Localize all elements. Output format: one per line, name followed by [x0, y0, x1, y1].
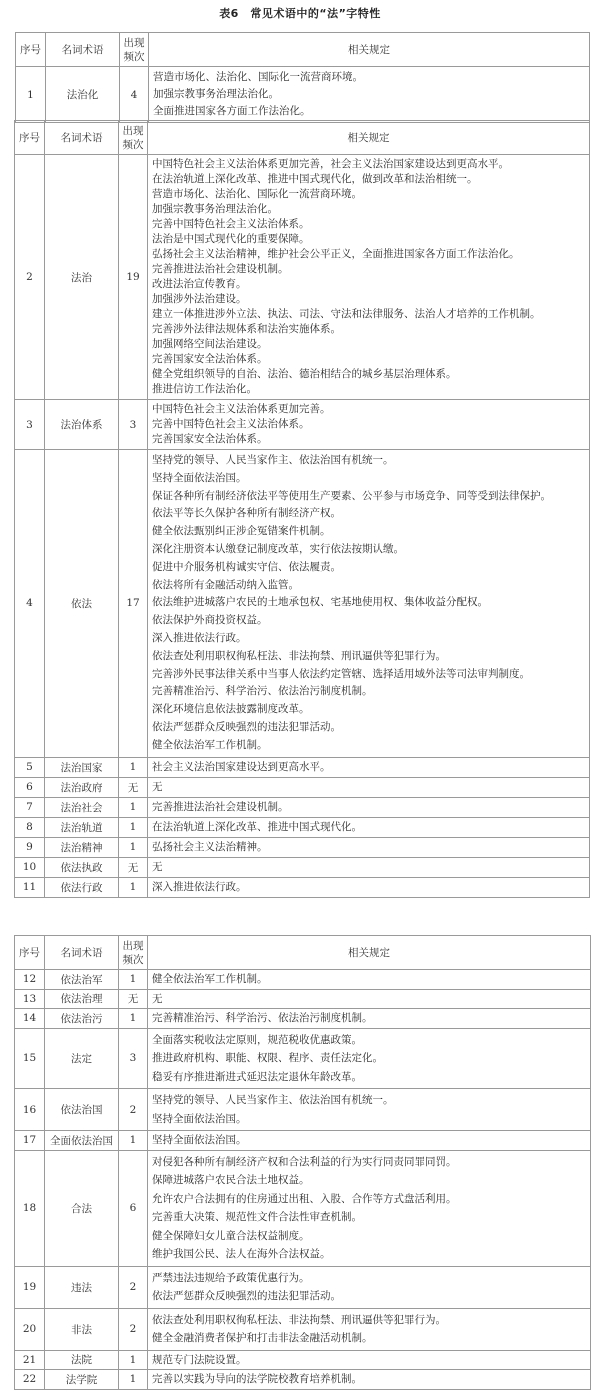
rule-line: 中国特色社会主义法治体系更加完善。	[152, 403, 331, 415]
frequency: 1	[119, 757, 148, 777]
term-name: 法定	[45, 1028, 119, 1089]
rule-line: 依法平等长久保护各种所有制经济产权。	[152, 507, 341, 520]
term-name: 法院	[45, 1350, 119, 1370]
table-row	[15, 1028, 591, 1089]
frequency: 无	[119, 777, 148, 797]
row-number: 2	[15, 155, 45, 400]
related-rules	[149, 67, 590, 123]
rule-line: 完善精准治污、科学治污、依法治污制度机制。	[152, 1012, 373, 1024]
rule-line: 无	[152, 780, 163, 793]
rule-line: 完善中国特色社会主义法治体系。	[152, 418, 310, 430]
rule-line: 依法保护外商投资权益。	[152, 614, 268, 627]
related-rules	[148, 1131, 591, 1151]
frequency: 2	[119, 1266, 148, 1308]
related-rules	[148, 1028, 591, 1089]
rule-line: 对侵犯各种所有制经济产权和合法利益的行为实行同责同罪同罚。	[152, 1155, 457, 1168]
rule-line: 在法治轨道上深化改革、推进中国式现代化，做到改革和法治相统一。	[152, 173, 478, 185]
table-row	[15, 777, 590, 797]
frequency: 无	[119, 989, 148, 1009]
row-number: 16	[15, 1089, 45, 1131]
related-rules	[148, 1266, 591, 1308]
rule-line: 推进政府机构、职能、权限、程序、责任法定化。	[152, 1052, 383, 1064]
term-name: 合法	[45, 1150, 119, 1266]
table-row	[15, 1150, 591, 1266]
rule-line: 中国特色社会主义法治体系更加完善，社会主义法治国家建设达到更高水平。	[152, 158, 509, 170]
term-name: 依法治军	[45, 970, 119, 990]
related-rules	[148, 1308, 591, 1350]
row-number: 10	[15, 857, 45, 877]
rule-line: 深入推进依法行政。	[152, 631, 247, 644]
row-number: 22	[15, 1370, 45, 1390]
header-term: 名词术语	[45, 121, 119, 155]
term-name: 违法	[45, 1266, 119, 1308]
rule-line: 健全依法甄别纠正涉企冤错案件机制。	[152, 525, 331, 538]
rule-line: 维护我国公民、法人在海外合法权益。	[152, 1248, 331, 1260]
table-row	[15, 877, 590, 897]
related-rules	[148, 757, 590, 777]
related-rules	[148, 777, 590, 797]
table-block-1	[15, 32, 590, 123]
frequency: 3	[119, 400, 148, 450]
term-name: 法治社会	[45, 797, 119, 817]
frequency: 2	[119, 1089, 148, 1131]
rule-line: 坚持党的领导、人民当家作主、依法治国有机统一。	[152, 454, 394, 466]
row-number: 21	[15, 1350, 45, 1370]
row-number: 14	[15, 1009, 45, 1029]
related-rules	[148, 797, 590, 817]
frequency: 19	[119, 155, 148, 400]
frequency: 3	[119, 1028, 148, 1089]
table-block-3	[14, 935, 591, 1390]
frequency: 1	[119, 1350, 148, 1370]
frequency: 1	[119, 837, 148, 857]
rule-line: 依法严惩群众反映强烈的违法犯罪活动。	[152, 1290, 341, 1302]
row-number: 12	[15, 970, 45, 990]
table-row	[15, 400, 590, 450]
rule-line: 无	[152, 860, 163, 873]
frequency: 1	[119, 817, 148, 837]
table-row	[15, 1009, 591, 1029]
rule-line: 无	[152, 992, 163, 1005]
table-row	[15, 450, 590, 758]
related-rules	[148, 1009, 591, 1029]
row-number: 13	[15, 989, 45, 1009]
term-name: 法治国家	[45, 757, 119, 777]
row-number: 3	[15, 400, 45, 450]
table-row	[15, 1131, 591, 1151]
table-row	[15, 1089, 591, 1131]
row-number: 17	[15, 1131, 45, 1151]
rule-line: 允许农户合法拥有的住房通过出租、入股、合作等方式盘活利用。	[152, 1192, 457, 1205]
row-number: 5	[15, 757, 45, 777]
rule-line: 深化环境信息依法披露制度改革。	[152, 703, 310, 716]
rule-line: 完善涉外法律法规体系和法治实施体系。	[152, 323, 341, 335]
term-name: 非法	[45, 1308, 119, 1350]
header-rules: 相关规定	[148, 121, 590, 155]
related-rules	[148, 1089, 591, 1131]
row-number: 9	[15, 837, 45, 857]
row-number: 11	[15, 877, 45, 897]
rule-line: 弘扬社会主义法治精神，维护社会公平正义，全面推进国家各方面工作法治化。	[152, 248, 520, 260]
header-no: 序号	[15, 121, 45, 155]
related-rules	[148, 400, 590, 450]
rule-line: 完善涉外民事法律关系中当事人依法约定管辖、选择适用域外法等司法审判制度。	[152, 667, 530, 680]
term-name: 法学院	[45, 1370, 119, 1390]
rule-line: 完善国家安全法治体系。	[152, 353, 268, 365]
related-rules	[148, 817, 590, 837]
term-name: 依法执政	[45, 857, 119, 877]
rule-line: 在法治轨道上深化改革、推进中国式现代化。	[152, 820, 362, 833]
header-freq-line: 出现	[122, 124, 144, 137]
row-number: 6	[15, 777, 45, 797]
row-number: 19	[15, 1266, 45, 1308]
table-row	[15, 155, 590, 400]
rule-line: 完善中国特色社会主义法治体系。	[152, 218, 310, 230]
table-row	[16, 67, 590, 123]
rule-line: 加强涉外法治建设。	[152, 293, 247, 305]
rule-line: 深入推进依法行政。	[152, 880, 247, 893]
related-rules	[148, 1150, 591, 1266]
header-rules: 相关规定	[149, 33, 590, 67]
rule-line: 完善重大决策、规范性文件合法性审查机制。	[152, 1211, 362, 1223]
related-rules	[148, 877, 590, 897]
rule-line: 完善推进法治社会建设机制。	[152, 263, 289, 275]
row-number: 7	[15, 797, 45, 817]
rule-line: 坚持全面依法治国。	[152, 1134, 247, 1146]
related-rules	[148, 970, 591, 990]
row-number: 18	[15, 1150, 45, 1266]
rule-line: 改进法治宣传教育。	[152, 278, 247, 290]
header-freq	[120, 33, 149, 67]
table-body	[15, 155, 590, 898]
term-name: 法治体系	[45, 400, 119, 450]
rule-line: 坚持全面依法治国。	[152, 1112, 247, 1125]
frequency: 无	[119, 857, 148, 877]
table-block-2	[14, 120, 590, 898]
term-name: 依法治理	[45, 989, 119, 1009]
frequency: 1	[119, 1370, 148, 1390]
related-rules	[148, 857, 590, 877]
table-body	[16, 67, 590, 123]
rule-line: 完善精准治污、科学治污、依法治污制度机制。	[152, 685, 373, 698]
header-term: 名词术语	[45, 936, 119, 970]
table-row	[15, 1266, 591, 1308]
frequency: 1	[119, 1009, 148, 1029]
rule-line: 依法严惩群众反映强烈的违法犯罪活动。	[152, 720, 341, 733]
rule-line: 全面推进国家各方面工作法治化。	[153, 105, 311, 117]
table-body	[15, 970, 591, 1390]
rule-line: 加强网络空间法治建设。	[152, 338, 268, 350]
frequency: 1	[119, 970, 148, 990]
table-row	[15, 857, 590, 877]
table-row	[15, 837, 590, 857]
rule-line: 加强宗教事务治理法治化。	[152, 203, 278, 215]
header-no: 序号	[16, 33, 46, 67]
header-row	[15, 936, 591, 970]
table-row	[15, 1370, 591, 1390]
rule-line: 坚持全面依法治国。	[152, 471, 247, 484]
header-rules: 相关规定	[148, 936, 591, 970]
rule-line: 社会主义法治国家建设达到更高水平。	[152, 760, 331, 773]
table-row	[15, 970, 591, 990]
rule-line: 健全金融消费者保护和打击非法金融活动机制。	[152, 1332, 373, 1344]
rule-line: 健全党组织领导的自治、法治、德治相结合的城乡基层治理体系。	[152, 368, 457, 380]
table-row	[15, 797, 590, 817]
header-freq	[119, 121, 148, 155]
rule-line: 弘扬社会主义法治精神。	[152, 840, 268, 853]
related-rules	[148, 837, 590, 857]
rule-line: 加强宗教事务治理法治化。	[153, 88, 279, 100]
rule-line: 健全依法治军工作机制。	[152, 973, 268, 985]
rule-line: 完善推进法治社会建设机制。	[152, 800, 289, 813]
rule-line: 完善以实践为导向的法学院校教育培养机制。	[152, 1373, 362, 1385]
term-name: 法治	[45, 155, 119, 400]
rule-line: 促进中介服务机构诚实守信、依法履责。	[152, 560, 341, 573]
row-number: 1	[16, 67, 46, 123]
header-row	[16, 33, 590, 67]
term-name: 依法治国	[45, 1089, 119, 1131]
rule-line: 依法将所有金融活动纳入监管。	[152, 578, 299, 591]
frequency: 1	[119, 877, 148, 897]
related-rules	[148, 1370, 591, 1390]
header-row	[15, 121, 590, 155]
rule-line: 依法查处利用职权徇私枉法、非法拘禁、刑讯逼供等犯罪行为。	[152, 1313, 446, 1326]
frequency: 17	[119, 450, 148, 758]
related-rules	[148, 989, 591, 1009]
rule-line: 严禁违法违规给予政策优惠行为。	[152, 1271, 310, 1284]
rule-line: 依法查处利用职权徇私枉法、非法拘禁、刑讯逼供等犯罪行为。	[152, 649, 446, 662]
frequency: 4	[120, 67, 149, 123]
related-rules	[148, 155, 590, 400]
row-number: 20	[15, 1308, 45, 1350]
term-name: 法治政府	[45, 777, 119, 797]
table-row	[15, 817, 590, 837]
rule-line: 营造市场化、法治化、国际化一流营商环境。	[152, 188, 362, 200]
frequency: 1	[119, 797, 148, 817]
rule-line: 完善国家安全法治体系。	[152, 433, 268, 445]
header-no: 序号	[15, 936, 45, 970]
rule-line: 健全依法治军工作机制。	[152, 738, 268, 751]
rule-line: 保障进城落户农民合法土地权益。	[152, 1174, 310, 1186]
rule-line: 深化注册资本认缴登记制度改革，实行依法按期认缴。	[152, 542, 404, 555]
header-term: 名词术语	[46, 33, 120, 67]
table-row	[15, 1350, 591, 1370]
rule-line: 推进信访工作法治化。	[152, 383, 257, 395]
rule-line: 保证各种所有制经济依法平等使用生产要素、公平参与市场竞争、同等受到法律保护。	[152, 489, 551, 502]
term-name: 法治化	[46, 67, 120, 123]
header-freq-line: 频次	[122, 953, 144, 966]
related-rules	[148, 1350, 591, 1370]
frequency: 2	[119, 1308, 148, 1350]
rule-line: 全面落实税收法定原则，规范税收优惠政策。	[152, 1033, 362, 1046]
header-freq-line: 频次	[122, 138, 144, 151]
frequency: 1	[119, 1131, 148, 1151]
rule-line: 规范专门法院设置。	[152, 1353, 247, 1366]
rule-line: 坚持党的领导、人民当家作主、依法治国有机统一。	[152, 1094, 394, 1106]
table-row	[15, 1308, 591, 1350]
table-row	[15, 989, 591, 1009]
header-freq-line: 频次	[123, 50, 145, 63]
row-number: 15	[15, 1028, 45, 1089]
term-name: 法治精神	[45, 837, 119, 857]
term-name: 依法	[45, 450, 119, 758]
table-title: 表6 常见术语中的“法”字特性	[219, 7, 381, 20]
rule-line: 依法维护进城落户农民的土地承包权、宅基地使用权、集体收益分配权。	[152, 596, 488, 609]
rule-line: 法治是中国式现代化的重要保障。	[152, 233, 310, 245]
rule-line: 建立一体推进涉外立法、执法、司法、守法和法律服务、法治人才培养的工作机制。	[152, 308, 541, 320]
row-number: 4	[15, 450, 45, 758]
rule-line: 营造市场化、法治化、国际化一流营商环境。	[153, 71, 363, 83]
related-rules	[148, 450, 590, 758]
table-row	[15, 757, 590, 777]
header-freq-line: 出现	[122, 939, 144, 952]
term-name: 全面依法治国	[45, 1131, 119, 1151]
header-freq-line: 出现	[123, 36, 145, 49]
term-name: 法治轨道	[45, 817, 119, 837]
rule-line: 稳妥有序推进渐进式延迟法定退休年龄改革。	[152, 1070, 362, 1083]
term-name: 依法治污	[45, 1009, 119, 1029]
rule-line: 健全保障妇女儿童合法权益制度。	[152, 1229, 310, 1242]
term-name: 依法行政	[45, 877, 119, 897]
row-number: 8	[15, 817, 45, 837]
frequency: 6	[119, 1150, 148, 1266]
header-freq	[119, 936, 148, 970]
